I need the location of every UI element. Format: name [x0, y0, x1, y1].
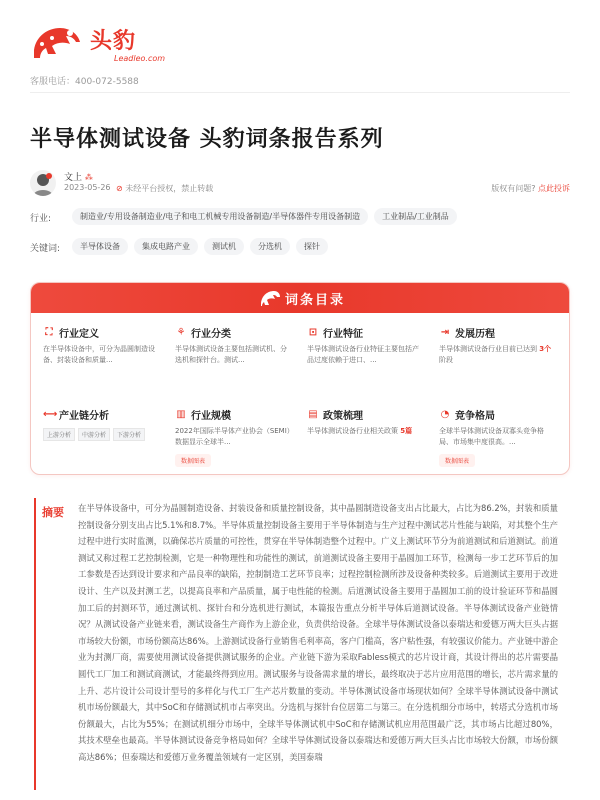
- toc-header: [31, 283, 569, 313]
- industry-label: 行业:: [30, 214, 52, 224]
- logo-text: 头豹: [90, 29, 137, 54]
- industry-tag[interactable]: 制造业/专用设备制造业/电子和电工机械专用设备制造/半导体器件专用设备制造: [72, 208, 368, 225]
- leopard-logo-icon: [259, 287, 281, 309]
- chain-icon: ⟷: [43, 409, 58, 420]
- customer-hotline: 客服电话：400-072-5588: [30, 77, 139, 87]
- logo-url: Leadleo.com: [114, 54, 166, 63]
- toc-item-history[interactable]: ⇥ 发展历程 半导体测试设备行业目前已达到 3个阶段: [439, 327, 552, 364]
- page-title: 半导体测试设备 头豹词条报告系列: [30, 127, 384, 152]
- table-of-contents: [30, 282, 570, 475]
- competition-icon: ◔: [440, 409, 450, 420]
- toc-item-policy[interactable]: ▤ 政策梳理 半导体测试设备行业相关政策 5篇: [307, 409, 413, 435]
- chain-chip[interactable]: 中游分析: [78, 428, 110, 441]
- ban-icon: ⊘: [116, 184, 123, 193]
- abstract-text: 在半导体设备中，可分为晶圆制造设备、封装设备和质量控制设备，其中晶圆制造设备支出占比最大，占比为86.2%，封装和质量控制设备分别支出占比5.1%和8.7%。半导体质量控制设备主要用于半导体制造与生产过程中测试芯片性能与缺陷，对其整个生产过程中进行实时监测，以确保芯片质量的可控性，贯穿在半导体制造整个过程中。广义上测试环节分为前道测试和后道测试。前道测试又称过程工艺控制检测，它是一种物理性和功能性的测试，前道测试设备主要用于晶圆加工环节，检测每一步工艺环节后的加工参数是否达到设计要求和产品良率的缺陷，控制制造工艺环节良率；过程控制检测所涉及设备种类较多。后道测试主要用于改进设计、生产以及封测工艺，以提高良率和产品质量，属于电性能的检测。后道测试设备主要用于晶圆加工前的设计验证环节和晶圆加工后的封测环节，通过测试机、探针台和分选机进行测试，本篇报告重点分析半导体后道测试设备。半导体测试设备产业链情况？从测试设备产业链来看，测试设备生产商作为上游企业，负责供给设备。全球半导体测试设备以泰瑞达和爱德万两大巨头占据市场较大份额，市场份额高达86%。上游测试设备行业销售毛利率高，客户门槛高，客户粘性强，有较强议价能力。产业链中游企业为封测厂商，需要使用测试设备提供测试服务的企业。产业链下游为采取Fabless模式的芯片设计商，其设计得出的芯片需要晶圆代工厂加工和测试商测试，才能最终得到应用。测试服务与设备需求量的增长，最终取决于芯片应用范围的增长，芯片需求量的上升、芯片设计公司设计型号的多样化与代工厂生产芯片数量的变动。半导体测试设备市场现状如何？全球半导体测试设备中测试机市场份额最大，其中SoC和存储测试机市占率突出。分选机与探针台位居第二与第三。在分选机细分市场中，转塔式分选机市场份额最大，占比为55%；在测试机细分市场中，全球半导体测试机中SoC和存储测试机应用范围最广泛，其市场占比超过80%，其技术壁垒也最高。半导体测试设备竞争格局如何？全球半导体测试设备以泰瑞达和爱德万两大巨头占比市场较大份额，市场份额高达86%；但泰瑞达和爱德万业务覆盖领域有一定区别，美国泰瑞: [78, 503, 558, 762]
- keyword-tag[interactable]: 半导体设备: [72, 238, 128, 255]
- classification-icon: ⚘: [176, 327, 186, 338]
- keyword-tag[interactable]: 分选机: [250, 238, 290, 255]
- industry-tags: [72, 208, 457, 225]
- history-icon: ⇥: [440, 327, 450, 338]
- keyword-tag[interactable]: 探针: [296, 238, 328, 255]
- chain-chip[interactable]: 下游分析: [113, 428, 145, 441]
- author-avatar[interactable]: [30, 170, 56, 196]
- author-badge-icon: ⁂: [84, 173, 93, 182]
- keyword-tag[interactable]: 集成电路产业: [134, 238, 198, 255]
- avatar-icon: [30, 170, 56, 196]
- toc-item-features[interactable]: ⊡ 行业特征 半导体测试设备行业特征主要包括产品过度依赖于进口、...: [307, 327, 419, 364]
- keyword-row: [30, 238, 570, 256]
- abstract-accent-bar: [34, 498, 36, 790]
- data-chart-badge[interactable]: 数据图表: [175, 454, 211, 467]
- publish-date: 2023-05-26: [64, 183, 111, 192]
- copyright-report: 版权有问题? 点此投诉: [491, 184, 570, 193]
- toc-item-classification[interactable]: ⚘ 行业分类 半导体测试设备主要包括测试机、分选机和探针台。测试...: [175, 327, 287, 364]
- keyword-tags: [72, 238, 328, 255]
- toc-item-chain[interactable]: ⟷ 产业链分析 上游分析 中游分析 下游分析: [43, 407, 161, 441]
- toc-item-competition[interactable]: ◔ 竞争格局 全球半导体测试设备双寡头竞争格局、市场集中度很高。... 数据图表: [439, 409, 544, 465]
- keyword-label: 关键词:: [30, 244, 61, 254]
- report-link[interactable]: 点此投诉: [538, 184, 570, 193]
- toc-title: 词条目录: [285, 293, 346, 308]
- policy-icon: ▤: [308, 409, 318, 420]
- industry-tag[interactable]: 工业制品/工业制品: [374, 208, 457, 225]
- brand-logo[interactable]: [30, 20, 170, 70]
- abstract-label: 摘要: [42, 506, 64, 519]
- toc-item-scale[interactable]: ▥ 行业规模 2022年国际半导体产业协会（SEMI）数据显示全球半... 数据图表: [175, 409, 291, 465]
- scale-icon: ▥: [176, 409, 186, 420]
- feature-icon: ⊡: [308, 327, 318, 338]
- leopard-logo-icon: [30, 20, 84, 64]
- chain-chip[interactable]: 上游分析: [43, 428, 75, 441]
- author-name[interactable]: 文上 ⁂: [64, 173, 93, 183]
- toc-item-definition[interactable]: ⛶ 行业定义 在半导体设备中，可分为晶圆制造设备、封装设备和质量...: [43, 327, 155, 364]
- definition-icon: ⛶: [45, 327, 53, 338]
- keyword-tag[interactable]: 测试机: [204, 238, 244, 255]
- header-divider: [30, 92, 570, 93]
- copyright-notice: ⊘ 未经平台授权，禁止转载: [116, 184, 214, 193]
- author-row: [30, 170, 570, 196]
- data-chart-badge[interactable]: 数据图表: [439, 454, 475, 467]
- industry-row: [30, 208, 570, 226]
